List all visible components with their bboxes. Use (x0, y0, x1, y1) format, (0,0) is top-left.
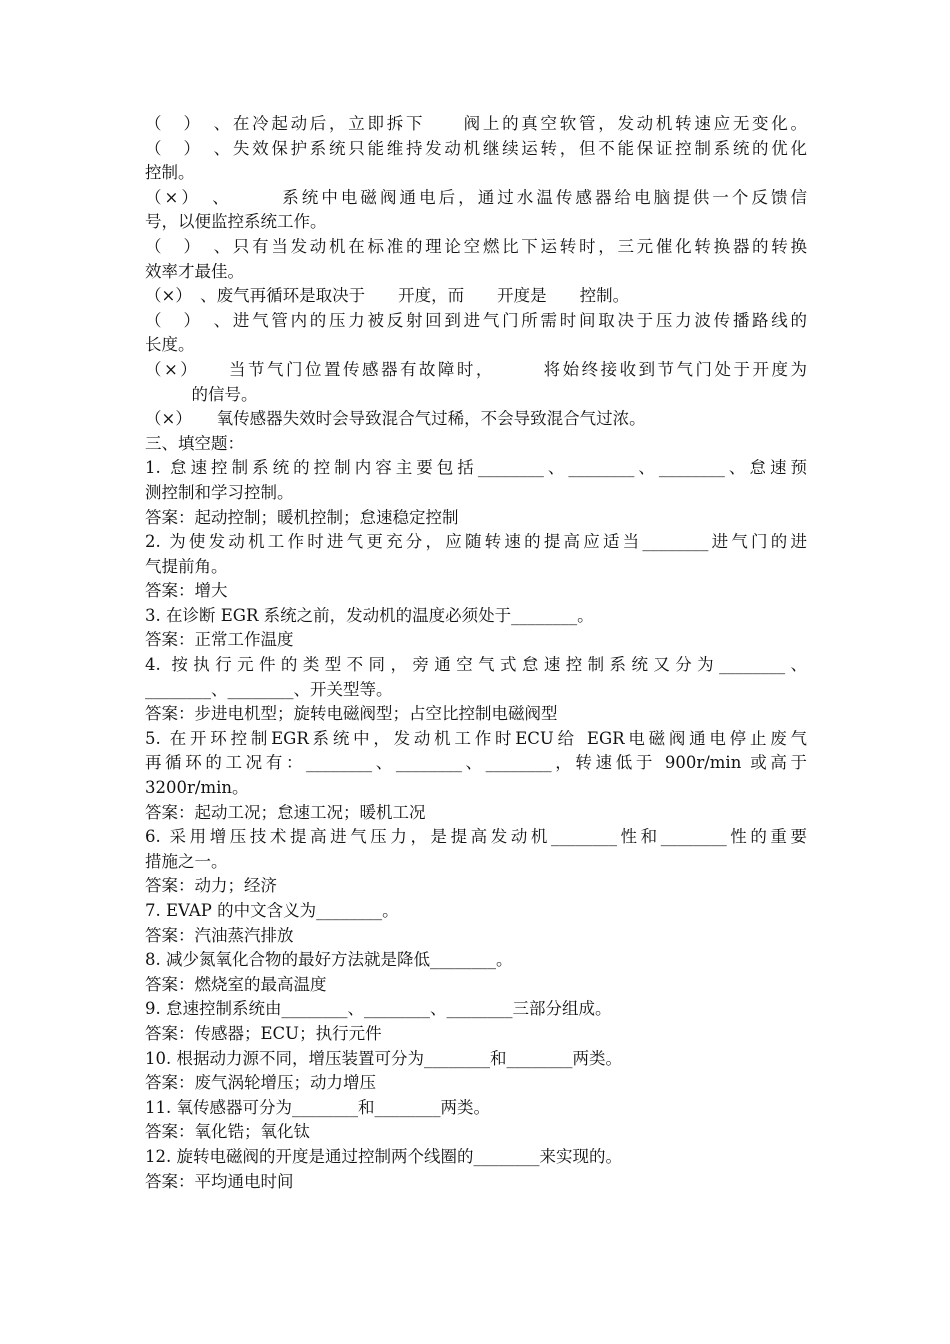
text-line: 9. 怠速控制系统由________、________、________三部分组成。 (145, 999, 612, 1019)
text-line: 答案：起动控制；暖机控制；怠速稳定控制 (145, 507, 459, 527)
text-line: （×） 当节气门位置传感器有故障时， 将始终接收到节气门处于开度为 (145, 359, 807, 379)
text-line: 答案：传感器；ECU；执行元件 (145, 1023, 382, 1043)
text-line: 11. 氧传感器可分为________和________两类。 (145, 1097, 490, 1117)
text-line: 的信号。 (175, 384, 258, 404)
text-line: 答案：动力；经济 (145, 876, 277, 896)
text-line: 答案：平均通电时间 (145, 1171, 294, 1191)
text-line: 效率才最佳。 (145, 261, 244, 281)
text-line: （ ） 、失效保护系统只能维持发动机继续运转，但不能保证控制系统的优化 (145, 138, 807, 158)
text-line: 测控制和学习控制。 (145, 482, 294, 502)
text-line: 答案：氧化锆；氧化钛 (145, 1122, 310, 1142)
text-line: 答案：汽油蒸汽排放 (145, 925, 294, 945)
text-line: 2. 为使发动机工作时进气更充分，应随转速的提高应适当________进气门的进 (145, 532, 807, 552)
text-line: 12. 旋转电磁阀的开度是通过控制两个线圈的________来实现的。 (145, 1146, 622, 1166)
text-line: 6. 采用增压技术提高进气压力，是提高发动机________性和________性的重要 (145, 827, 807, 847)
text-line: 4. 按执行元件的类型不同，旁通空气式怠速控制系统又分为________、 (145, 655, 807, 675)
text-line: 10. 根据动力源不同，增压装置可分为________和________两类。 (145, 1048, 622, 1068)
text-line: 答案：起动工况；怠速工况；暖机工况 (145, 802, 426, 822)
text-line: 再循环的工况有：________、________、________，转速低于 900r/min 或高于 (145, 753, 807, 773)
text-line: 答案：正常工作温度 (145, 630, 294, 650)
text-line: 措施之一。 (145, 851, 228, 871)
text-line: （×） 、 系统中电磁阀通电后，通过水温传感器给电脑提供一个反馈信 (145, 187, 807, 207)
text-line: （×） 、废气再循环是取决于 开度，而 开度是 控制。 (145, 286, 630, 306)
text-line: 答案：增大 (145, 581, 228, 601)
text-line: 7. EVAP 的中文含义为________。 (145, 901, 399, 920)
text-line: 答案：废气涡轮增压；动力增压 (145, 1073, 376, 1093)
text-line: 8. 减少氮氧化合物的最好方法就是降低________。 (145, 950, 513, 970)
document-page (145, 112, 807, 1194)
text-line: （ ） 、在冷起动后，立即拆下 阀上的真空软管，发动机转速应无变化。 (145, 114, 807, 133)
text-line: ________、________、开关型等。 (145, 679, 393, 699)
text-line: 答案：燃烧室的最高温度 (145, 974, 327, 994)
text-line: （ ） 、进气管内的压力被反射回到进气门所需时间取决于压力波传播路线的 (145, 310, 807, 330)
text-line: 3. 在诊断 EGR 系统之前，发动机的温度必须处于________。 (145, 605, 594, 625)
text-line: 答案：步进电机型；旋转电磁阀型；占空比控制电磁阀型 (145, 704, 558, 724)
text-line: 号，以便监控系统工作。 (145, 212, 327, 232)
text-line: 气提前角。 (145, 556, 228, 576)
text-line: 三、填空题： (145, 433, 244, 453)
text-line: 长度。 (145, 335, 195, 355)
text-line: 3200r/min。 (145, 778, 249, 798)
text-line: 1. 怠速控制系统的控制内容主要包括________、________、________、怠速预 (145, 458, 807, 478)
text-line: （ ） 、只有当发动机在标准的理论空燃比下运转时，三元催化转换器的转换 (145, 236, 807, 256)
text-line: 控制。 (145, 163, 195, 183)
text-line: （×） 氧传感器失效时会导致混合气过稀，不会导致混合气过浓。 (145, 409, 646, 429)
text-line: 5. 在开环控制EGR系统中，发动机工作时ECU给 EGR电磁阀通电停止废气 (145, 728, 807, 748)
